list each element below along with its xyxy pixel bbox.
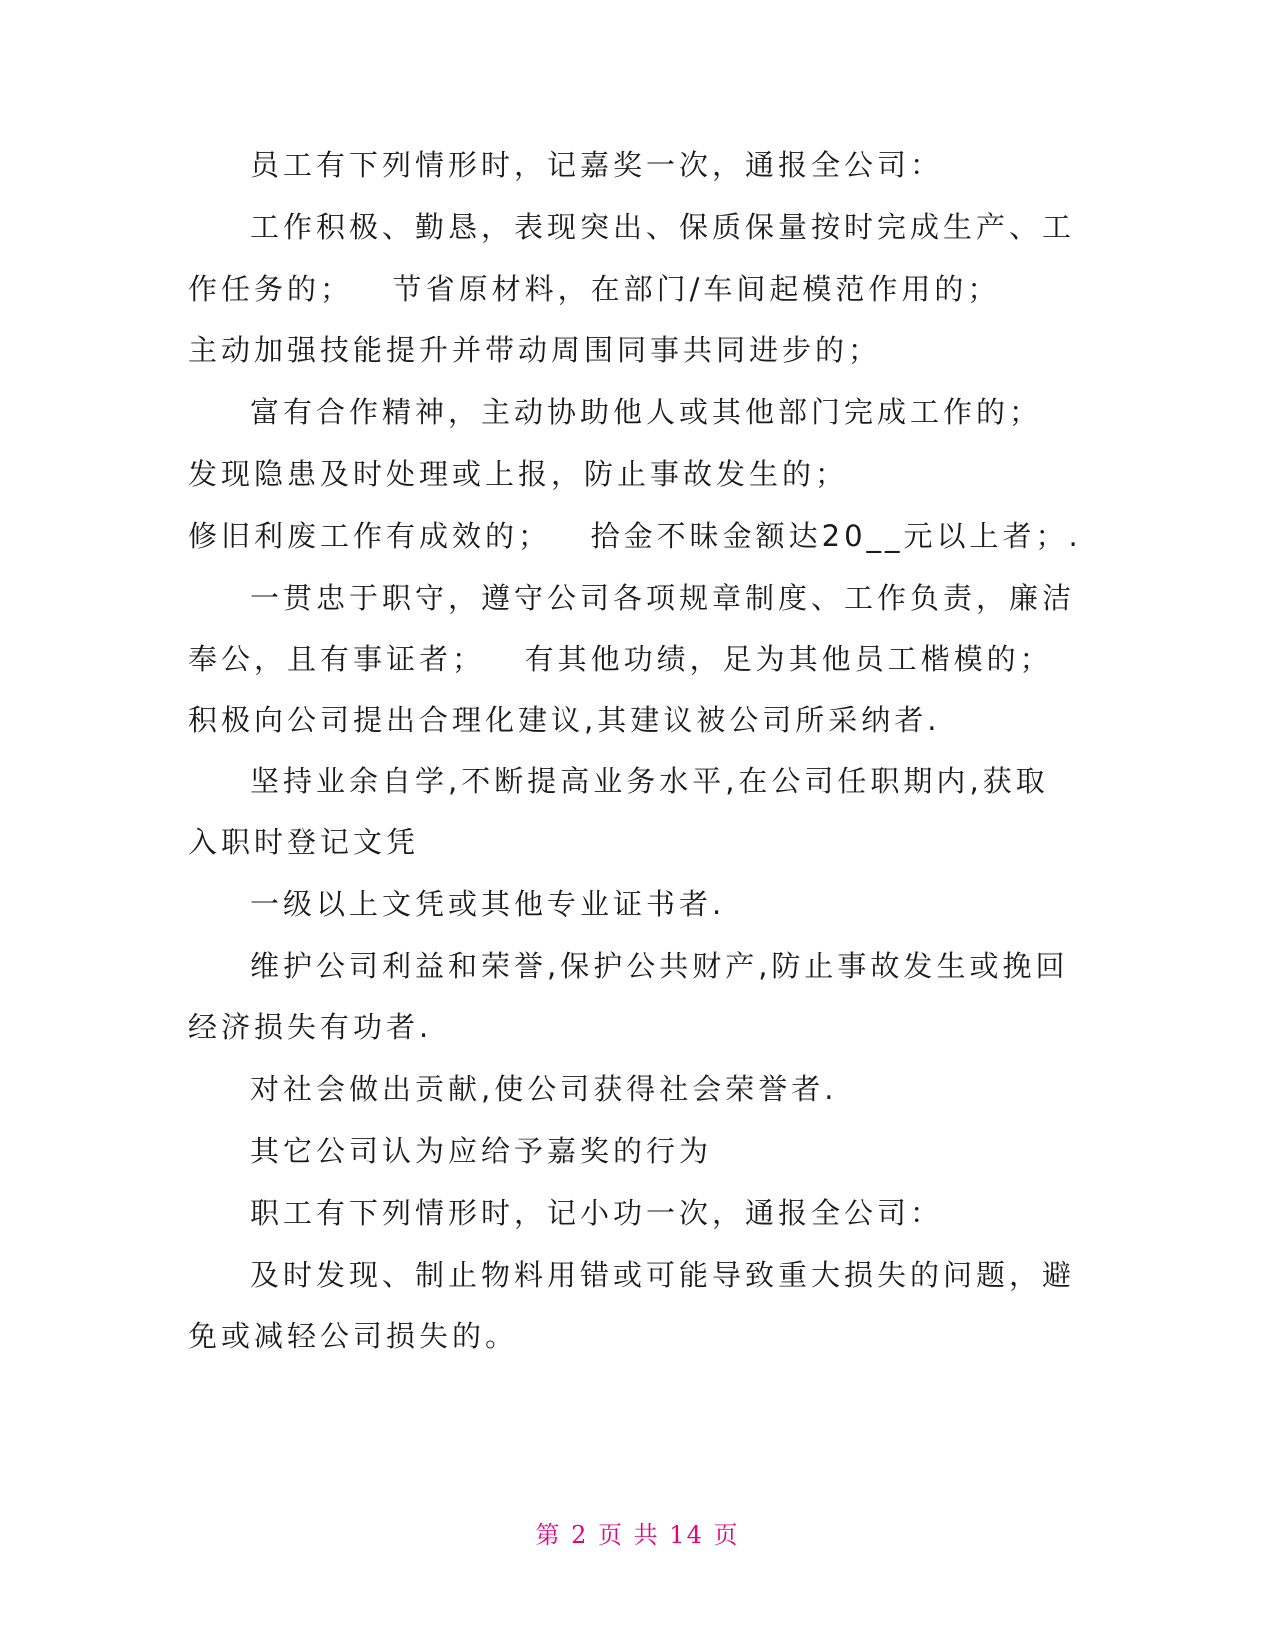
- text-line: 工作积极、勤恳，表现突出、保质保量按时完成生产、工: [250, 210, 1076, 244]
- text-line: 一级以上文凭或其他专业证书者.: [250, 887, 726, 921]
- text-line: 职工有下列情形时，记小功一次，通报全公司：: [250, 1196, 944, 1230]
- text-line: 坚持业余自学,不断提高业务水平,在公司任职期内,获取: [250, 764, 1049, 798]
- text-line: 及时发现、制止物料用错或可能导致重大损失的问题，避: [250, 1258, 1076, 1292]
- text-line: 富有合作精神，主动协助他人或其他部门完成工作的；: [250, 395, 1043, 429]
- text-line: 经济损失有功者.: [188, 1010, 433, 1044]
- text-line: 主动加强技能提升并带动周围同事共同进步的；: [188, 333, 882, 367]
- text-line: 员工有下列情形时，记嘉奖一次，通报全公司：: [250, 148, 944, 182]
- text-line: 其它公司认为应给予嘉奖的行为: [250, 1134, 713, 1168]
- text-line: 维护公司利益和荣誉,保护公共财产,防止事故发生或挽回: [250, 949, 1069, 983]
- text-line: 积极向公司提出合理化建议,其建议被公司所采纳者.: [188, 703, 941, 737]
- text-line: 入职时登记文凭: [188, 825, 420, 859]
- text-line: 对社会做出贡献,使公司获得社会荣誉者.: [250, 1072, 838, 1106]
- text-line: 免或减轻公司损失的。: [188, 1319, 519, 1353]
- text-line: 一贯忠于职守，遵守公司各项规章制度、工作负责，廉洁: [250, 581, 1076, 615]
- text-line: 修旧利废工作有成效的； 拾金不昧金额达20__元以上者；.: [188, 519, 1082, 553]
- page-number-footer: 第 2 页 共 14 页: [535, 1521, 740, 1549]
- text-line: 奉公，且有事证者； 有其他功绩，足为其他员工楷模的；: [188, 642, 1053, 676]
- text-line: 作任务的； 节省原材料，在部门/车间起模范作用的；: [188, 272, 1001, 306]
- text-line: 发现隐患及时处理或上报，防止事故发生的；: [188, 457, 849, 491]
